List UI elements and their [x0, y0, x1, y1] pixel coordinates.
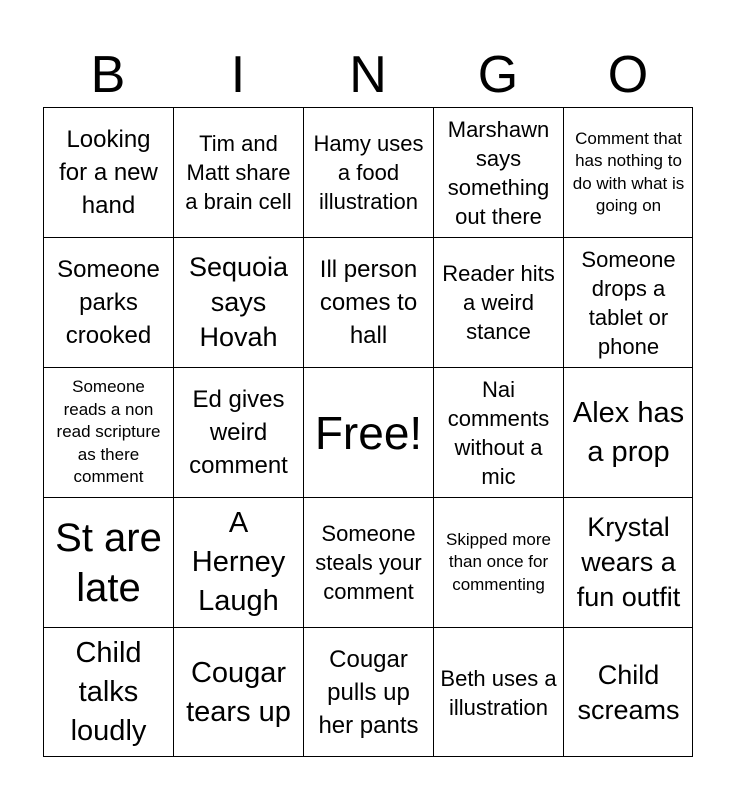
bingo-cell-r5c1[interactable]: [43, 627, 173, 757]
cell-text: Comment that has nothing to do with what is going on: [572, 128, 685, 215]
cell-text: Reader hits a weird stance: [442, 261, 555, 344]
cell-text: Someone drops a tablet or phone: [581, 246, 676, 359]
bingo-cell-r5c4[interactable]: [433, 627, 563, 757]
bingo-cell-r2c1[interactable]: [43, 237, 173, 367]
bingo-cell-r1c3[interactable]: [303, 107, 433, 237]
cell-text: Sequoia says Hovah: [188, 252, 289, 352]
bingo-cell-r5c2[interactable]: [173, 627, 303, 757]
free-space-text: Free!: [314, 406, 423, 459]
bingo-cell-r3c4[interactable]: [433, 367, 563, 497]
bingo-cell-r1c4[interactable]: [433, 107, 563, 237]
cell-text: Nai comments without a mic: [447, 376, 550, 489]
header-letter-i: I: [230, 46, 246, 104]
cell-text: Hamy uses a food illustration: [313, 131, 424, 214]
header-letter-g: G: [477, 46, 519, 104]
bingo-cell-r5c5[interactable]: [563, 627, 693, 757]
cell-text: Marshawn says something out there: [447, 116, 550, 229]
header-letter-n: N: [349, 46, 387, 104]
cell-text: Ed gives weird comment: [189, 386, 288, 479]
bingo-cell-r1c2[interactable]: [173, 107, 303, 237]
bingo-card-grid: [43, 107, 693, 757]
cell-text: Someone reads a non read scripture as there comment: [56, 377, 161, 487]
bingo-cell-r4c3[interactable]: [303, 497, 433, 627]
cell-text: Child screams: [577, 659, 680, 725]
bingo-cell-r4c2[interactable]: [173, 497, 303, 627]
bingo-cell-r3c2[interactable]: [173, 367, 303, 497]
bingo-cell-r3c5[interactable]: [563, 367, 693, 497]
bingo-cell-r2c5[interactable]: [563, 237, 693, 367]
cell-text: A Herney Laugh: [191, 507, 286, 617]
cell-text: Alex has a prop: [572, 396, 685, 468]
cell-text: Tim and Matt share a brain cell: [185, 131, 292, 214]
cell-text: Looking for a new hand: [59, 126, 158, 219]
bingo-cell-r4c5[interactable]: [563, 497, 693, 627]
cell-text: St are late: [55, 515, 162, 610]
header-letter-b: B: [90, 46, 126, 104]
cell-text: Child talks loudly: [70, 637, 147, 747]
cell-text: Ill person comes to hall: [319, 256, 418, 349]
cell-text: Skipped more than once for commenting: [446, 529, 551, 594]
cell-text: Cougar pulls up her pants: [318, 646, 419, 739]
cell-text: Beth uses a illustration: [440, 665, 557, 720]
cell-text: Krystal wears a fun outfit: [576, 512, 681, 612]
bingo-cell-r4c1[interactable]: [43, 497, 173, 627]
bingo-cell-r4c4[interactable]: [433, 497, 563, 627]
bingo-cell-r2c4[interactable]: [433, 237, 563, 367]
cell-text: Cougar tears up: [186, 656, 291, 728]
cell-text: Someone steals your comment: [315, 521, 422, 604]
bingo-cell-r5c3[interactable]: [303, 627, 433, 757]
bingo-header: [43, 42, 693, 108]
bingo-cell-r1c5[interactable]: [563, 107, 693, 237]
bingo-cell-r1c1[interactable]: [43, 107, 173, 237]
bingo-cell-r2c3[interactable]: [303, 237, 433, 367]
bingo-cell-r3c1[interactable]: [43, 367, 173, 497]
bingo-cell-r2c2[interactable]: [173, 237, 303, 367]
header-letter-o: O: [607, 46, 649, 104]
bingo-cell-free[interactable]: [303, 367, 433, 497]
cell-text: Someone parks crooked: [57, 256, 160, 349]
